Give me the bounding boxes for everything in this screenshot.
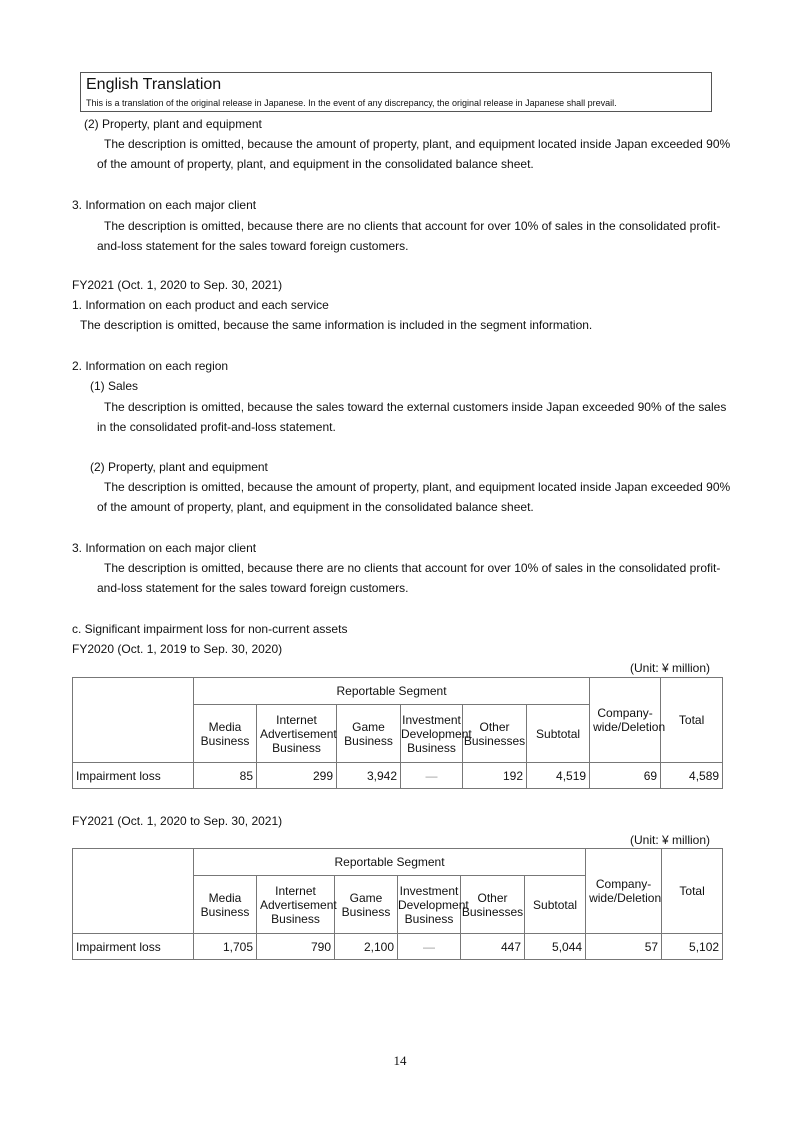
column-header: Internet Advertisement Business <box>257 705 337 763</box>
text-line: (1) Sales <box>90 379 139 393</box>
text-line: The description is omitted, because the amount of property, plant, and equipment located inside Japan exceeded 90% <box>104 480 731 494</box>
cell: 85 <box>194 763 257 789</box>
period-label: FY2020 (Oct. 1, 2019 to Sep. 30, 2020) <box>72 642 283 656</box>
cell: 790 <box>257 934 335 960</box>
column-header: Total <box>662 849 723 934</box>
text-line: FY2021 (Oct. 1, 2020 to Sep. 30, 2021) <box>72 278 283 292</box>
empty-corner-cell <box>73 849 194 934</box>
text-line: The description is omitted, because the sales toward the external customers inside Japan exceeded 90% of the sales <box>104 400 727 414</box>
cell: 3,942 <box>337 763 401 789</box>
text-line: (2) Property, plant and equipment <box>90 460 268 474</box>
row-label: Impairment loss <box>73 934 194 960</box>
translation-note: This is a translation of the original release in Japanese. In the event of any discrepancy, the original release in Japanese shall prevail. <box>86 98 617 108</box>
cell: 2,100 <box>335 934 398 960</box>
column-header: Investment Development Business <box>398 876 461 934</box>
cell: 4,519 <box>527 763 590 789</box>
cell: 192 <box>463 763 527 789</box>
text-line: The description is omitted, because the amount of property, plant, and equipment located inside Japan exceeded 90% <box>104 137 731 151</box>
text-line: The description is omitted, because there are no clients that account for over 10% of sales in the consolidated profit- <box>104 219 721 233</box>
row-label: Impairment loss <box>73 763 194 789</box>
translation-notice-box <box>80 72 712 112</box>
translation-title: English Translation <box>86 76 222 93</box>
text-line: 3. Information on each major client <box>72 541 257 555</box>
table-row <box>73 763 723 789</box>
text-line: 3. Information on each major client <box>72 198 257 212</box>
text-line: and-loss statement for the sales toward foreign customers. <box>97 581 409 595</box>
column-header: Company-wide/Deletion <box>590 678 661 763</box>
cell: 5,044 <box>525 934 586 960</box>
column-header: Subtotal <box>527 705 590 763</box>
text-line: of the amount of property, plant, and equipment in the consolidated balance sheet. <box>97 500 534 514</box>
table-row <box>73 934 723 960</box>
text-line: 1. Information on each product and each service <box>72 298 329 312</box>
page-number: 14 <box>393 1053 407 1068</box>
text-line: 2. Information on each region <box>72 359 229 373</box>
cell: 57 <box>586 934 662 960</box>
group-header: Reportable Segment <box>194 678 590 705</box>
impairment-table-fy2020 <box>72 677 723 789</box>
cell: — <box>401 763 463 789</box>
column-header: Other Businesses <box>461 876 525 934</box>
column-header: Media Business <box>194 876 257 934</box>
column-header: Subtotal <box>525 876 586 934</box>
column-header: Investment Development Business <box>401 705 463 763</box>
text-line: of the amount of property, plant, and equipment in the consolidated balance sheet. <box>97 157 534 171</box>
empty-corner-cell <box>73 678 194 763</box>
text-line: The description is omitted, because there are no clients that account for over 10% of sales in the consolidated profit- <box>104 561 721 575</box>
text-line: and-loss statement for the sales toward foreign customers. <box>97 239 409 253</box>
column-header: Media Business <box>194 705 257 763</box>
column-header: Internet Advertisement Business <box>257 876 335 934</box>
cell: 1,705 <box>194 934 257 960</box>
column-header: Game Business <box>337 705 401 763</box>
group-header: Reportable Segment <box>194 849 586 876</box>
section-heading: c. Significant impairment loss for non-current assets <box>72 622 348 636</box>
impairment-table-fy2021 <box>72 848 723 960</box>
column-header: Other Businesses <box>463 705 527 763</box>
cell: 5,102 <box>662 934 723 960</box>
text-line: The description is omitted, because the same information is included in the segment information. <box>80 318 593 332</box>
column-header: Total <box>661 678 723 763</box>
text-line: in the consolidated profit-and-loss statement. <box>97 420 336 434</box>
unit-label: (Unit: ¥ million) <box>629 661 710 675</box>
period-label: FY2021 (Oct. 1, 2020 to Sep. 30, 2021) <box>72 814 283 828</box>
cell: 299 <box>257 763 337 789</box>
cell: — <box>398 934 461 960</box>
unit-label: (Unit: ¥ million) <box>629 833 710 847</box>
cell: 69 <box>590 763 661 789</box>
cell: 4,589 <box>661 763 723 789</box>
column-header: Company-wide/Deletion <box>586 849 662 934</box>
column-header: Game Business <box>335 876 398 934</box>
cell: 447 <box>461 934 525 960</box>
text-line: (2) Property, plant and equipment <box>84 117 262 131</box>
